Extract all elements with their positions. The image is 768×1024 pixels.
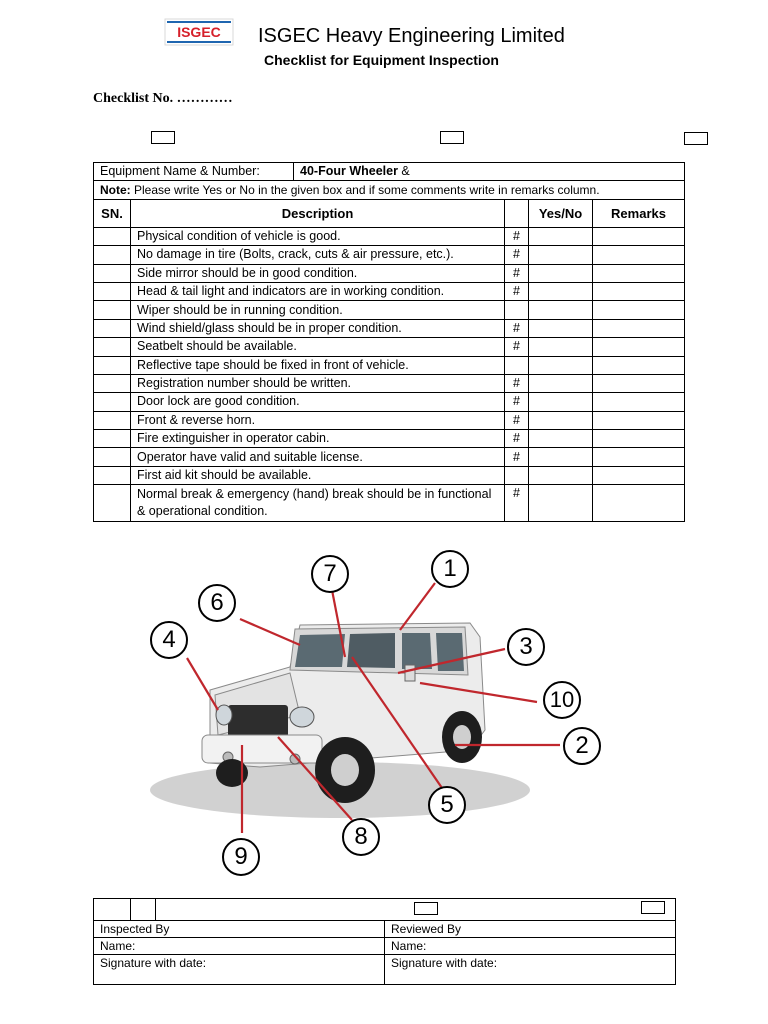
callout-number: 8 (342, 818, 380, 856)
yesno-cell[interactable] (529, 485, 593, 522)
sn-cell (94, 356, 131, 374)
yesno-cell[interactable] (529, 393, 593, 411)
checklist-item-row (94, 301, 685, 319)
sn-cell (94, 411, 131, 429)
signoff-roles-row (94, 921, 676, 938)
item-mark: # (505, 282, 529, 300)
column-header-row (94, 199, 685, 227)
item-mark: # (505, 338, 529, 356)
checklist-item-row (94, 319, 685, 337)
item-description: Operator have valid and suitable license. (131, 448, 505, 466)
checklist-item-row (94, 411, 685, 429)
sn-header: SN. (94, 199, 131, 227)
yesno-cell[interactable] (529, 301, 593, 319)
item-description: Registration number should be written. (131, 374, 505, 392)
signoff-name-row (94, 938, 676, 955)
callout-number: 5 (428, 786, 466, 824)
sn-cell (94, 430, 131, 448)
yesno-cell[interactable] (529, 227, 593, 245)
signoff-signature-row (94, 955, 676, 985)
callout-number: 1 (431, 550, 469, 588)
item-description: Seatbelt should be available. (131, 338, 505, 356)
item-mark: # (505, 374, 529, 392)
checklist-item-row (94, 485, 685, 522)
callout-number: 9 (222, 838, 260, 876)
checklist-item-row (94, 466, 685, 484)
blank-cell (131, 899, 156, 921)
empty-box (641, 901, 665, 914)
yesno-cell[interactable] (529, 466, 593, 484)
remarks-cell[interactable] (593, 466, 685, 484)
callout-number: 2 (563, 727, 601, 765)
item-mark: # (505, 448, 529, 466)
remarks-cell[interactable] (593, 246, 685, 264)
yesno-cell[interactable] (529, 264, 593, 282)
sn-cell (94, 485, 131, 522)
remarks-cell[interactable] (593, 411, 685, 429)
remarks-cell[interactable] (593, 430, 685, 448)
checklist-table (93, 162, 685, 522)
callout-number: 3 (507, 628, 545, 666)
remarks-cell[interactable] (593, 356, 685, 374)
equipment-row (94, 163, 685, 181)
yesno-cell[interactable] (529, 374, 593, 392)
signoff-table (93, 898, 676, 985)
item-description: Door lock are good condition. (131, 393, 505, 411)
item-mark: # (505, 319, 529, 337)
item-mark: # (505, 411, 529, 429)
item-description: Head & tail light and indicators are in working condition. (131, 282, 505, 300)
empty-box (684, 132, 708, 145)
signoff-top-row (94, 899, 676, 921)
checklist-item-row (94, 393, 685, 411)
empty-box (414, 902, 438, 915)
checklist-number: Checklist No. ………… (93, 91, 233, 106)
sn-cell (94, 227, 131, 245)
empty-box (440, 131, 464, 144)
sn-cell (94, 301, 131, 319)
sn-cell (94, 264, 131, 282)
yesno-cell[interactable] (529, 246, 593, 264)
company-name: ISGEC Heavy Engineering Limited (258, 25, 565, 47)
sn-cell (94, 246, 131, 264)
item-description: Reflective tape should be fixed in front of vehicle. (131, 356, 505, 374)
callout-number: 7 (311, 555, 349, 593)
equipment-label-text: Equipment Name & Number: (100, 164, 260, 179)
remarks-header: Remarks (593, 199, 685, 227)
item-description: Wind shield/glass should be in proper condition. (131, 319, 505, 337)
yesno-cell[interactable] (529, 319, 593, 337)
item-mark: # (505, 227, 529, 245)
checklist-item-row (94, 374, 685, 392)
yesno-header: Yes/No (529, 199, 593, 227)
inspected-by-label: Inspected By (94, 921, 385, 938)
sn-cell (94, 282, 131, 300)
item-description: Normal break & emergency (hand) break should be in functional & operational condition. (131, 485, 505, 522)
item-description: No damage in tire (Bolts, crack, cuts & air pressure, etc.). (131, 246, 505, 264)
remarks-cell[interactable] (593, 338, 685, 356)
empty-box (151, 131, 175, 144)
checklist-item-row (94, 448, 685, 466)
remarks-cell[interactable] (593, 374, 685, 392)
sn-cell (94, 338, 131, 356)
item-mark (505, 466, 529, 484)
yesno-cell[interactable] (529, 356, 593, 374)
item-description: Physical condition of vehicle is good. (131, 227, 505, 245)
checklist-item-row (94, 430, 685, 448)
item-description: First aid kit should be available. (131, 466, 505, 484)
remarks-cell[interactable] (593, 227, 685, 245)
note-row (94, 181, 685, 199)
item-mark (505, 356, 529, 374)
callout-number: 6 (198, 584, 236, 622)
side-mirror (405, 665, 415, 681)
item-mark (505, 301, 529, 319)
equipment-value[interactable] (294, 163, 685, 181)
callout-number: 4 (150, 621, 188, 659)
remarks-cell[interactable] (593, 282, 685, 300)
remarks-cell[interactable] (593, 485, 685, 522)
remarks-cell[interactable] (593, 264, 685, 282)
remarks-cell[interactable] (593, 301, 685, 319)
sn-cell (94, 393, 131, 411)
checklist-item-row (94, 282, 685, 300)
sn-cell (94, 448, 131, 466)
checklist-item-row (94, 338, 685, 356)
item-mark: # (505, 393, 529, 411)
mark-header (505, 199, 529, 227)
reviewer-signature-field[interactable]: Signature with date: (385, 955, 676, 985)
sn-cell (94, 374, 131, 392)
item-description: Wiper should be in running condition. (131, 301, 505, 319)
inspector-name-field[interactable]: Name: (94, 938, 385, 955)
item-mark: # (505, 430, 529, 448)
isgec-logo (164, 18, 234, 46)
equipment-value-rest: & (397, 164, 410, 179)
item-description: Fire extinguisher in operator cabin. (131, 430, 505, 448)
blank-cell (156, 899, 676, 921)
yesno-cell[interactable] (529, 430, 593, 448)
sn-cell (94, 466, 131, 484)
logo-text: ISGEC (177, 24, 221, 40)
remarks-cell[interactable] (593, 319, 685, 337)
reviewed-by-label: Reviewed By (385, 921, 676, 938)
remarks-cell[interactable] (593, 448, 685, 466)
grille (228, 705, 288, 737)
checklist-item-row (94, 356, 685, 374)
yesno-cell[interactable] (529, 338, 593, 356)
equipment-label (94, 163, 294, 181)
inspector-signature-field[interactable]: Signature with date: (94, 955, 385, 985)
callout-number: 10 (543, 681, 581, 719)
checklist-item-row (94, 264, 685, 282)
remarks-cell[interactable] (593, 393, 685, 411)
yesno-cell[interactable] (529, 448, 593, 466)
note-text: Please write Yes or No in the given box and if some comments write in remarks column. (130, 182, 600, 197)
blank-cell (94, 899, 131, 921)
description-header: Description (131, 199, 505, 227)
sn-cell (94, 319, 131, 337)
yesno-cell[interactable] (529, 411, 593, 429)
document-subtitle: Checklist for Equipment Inspection (264, 52, 499, 68)
item-description: Side mirror should be in good condition. (131, 264, 505, 282)
note-cell (94, 181, 685, 199)
checklist-item-row (94, 246, 685, 264)
item-mark: # (505, 264, 529, 282)
yesno-cell[interactable] (529, 282, 593, 300)
note-label: Note: (100, 182, 131, 197)
item-description: Front & reverse horn. (131, 411, 505, 429)
equipment-value-bold: 40-Four Wheeler (300, 164, 398, 179)
reviewer-name-field[interactable]: Name: (385, 938, 676, 955)
item-mark: # (505, 246, 529, 264)
checklist-item-row (94, 227, 685, 245)
item-mark: # (505, 485, 529, 522)
